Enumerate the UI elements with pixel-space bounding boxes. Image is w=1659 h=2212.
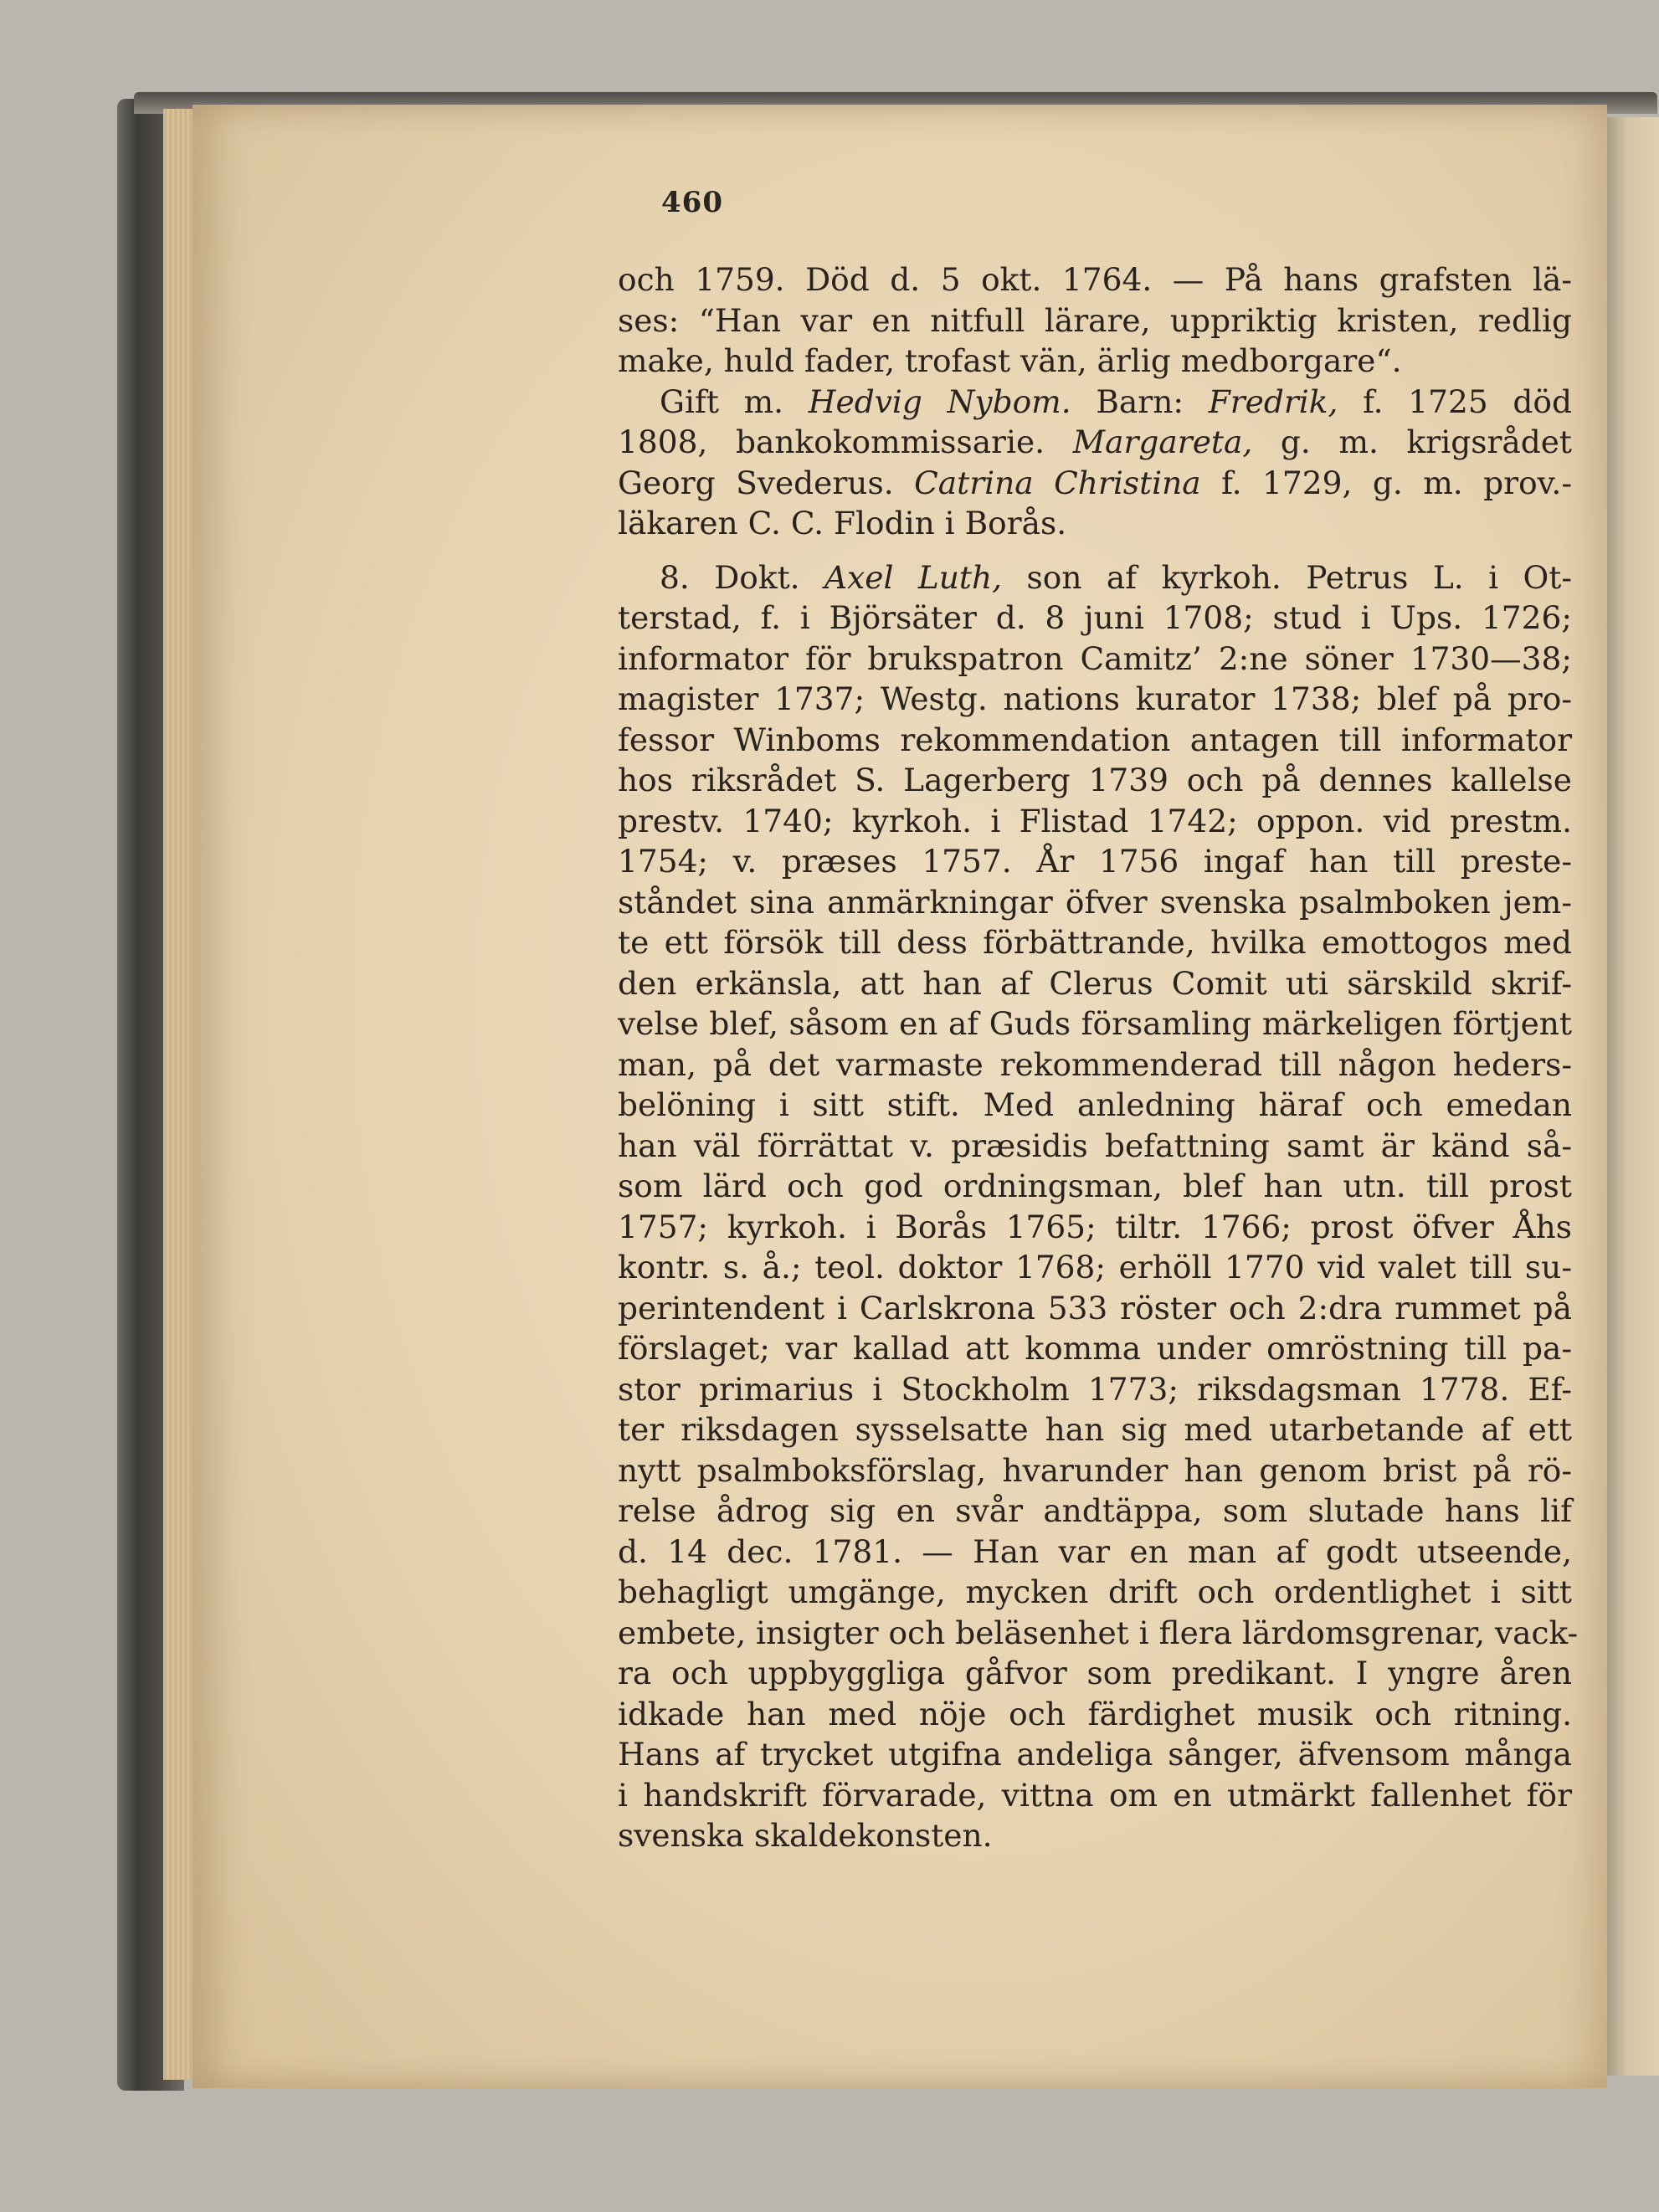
text-line xyxy=(618,598,1572,639)
text-line xyxy=(618,801,1572,842)
text-line xyxy=(618,1653,1572,1694)
text-line xyxy=(618,1044,1572,1085)
text-line xyxy=(618,1369,1572,1410)
text-run: Barn: xyxy=(1071,382,1209,420)
text-run: ses: “Han var en nitfull lärare, uppriktig kristen, redlig xyxy=(618,301,1572,339)
text-run: läkaren C. C. Flodin i Borås. xyxy=(618,505,1067,541)
text-line xyxy=(618,1775,1572,1816)
text-line xyxy=(618,760,1572,801)
text-run: man, på det varmaste rekommenderad till någon heders- xyxy=(618,1045,1572,1083)
text-run: f. 1725 död xyxy=(1338,382,1573,420)
text-run: som lärd och god ordningsman, blef han utn. till prost xyxy=(618,1168,1572,1204)
text-run: relse ådrog sig en svår andtäppa, som slutade hans lif xyxy=(618,1492,1572,1529)
text-line xyxy=(618,1166,1572,1207)
text-run: kontr. s. å.; teol. doktor 1768; erhöll 1770 vid valet till su- xyxy=(618,1249,1572,1286)
text-line xyxy=(618,341,1572,382)
text-run: te ett försök till dess förbättrande, hvilka emottogos med xyxy=(618,924,1572,961)
text-run: perintendent i Carlskrona 533 röster och 2:dra rummet på xyxy=(618,1289,1572,1327)
text-run: make, huld fader, trofast vän, ärlig medborgare“. xyxy=(618,342,1402,379)
text-run: han väl förrättat v. præsidis befattning samt är känd så- xyxy=(618,1127,1572,1164)
text-run: 1808, bankokommissarie. xyxy=(618,423,1073,460)
text-run: embete, insigter och beläsenhet i flera lärdomsgrenar, vack- xyxy=(618,1614,1579,1651)
text-line xyxy=(618,557,1572,598)
text-line xyxy=(618,1572,1572,1613)
text-line xyxy=(618,1085,1572,1126)
text-run: nytt psalmboksförslag, hvarunder han genom brist på rö- xyxy=(618,1451,1572,1489)
text-line xyxy=(618,1532,1572,1573)
italic-name: Hedvig Nybom. xyxy=(808,382,1071,420)
text-run: 8. Dokt. xyxy=(660,558,825,596)
text-line xyxy=(618,720,1572,761)
text-line xyxy=(618,463,1572,504)
text-line xyxy=(618,841,1572,882)
text-line xyxy=(618,1409,1572,1450)
text-run: idkade han med nöje och färdighet musik och ritning. xyxy=(618,1695,1572,1732)
text-run: 1757; kyrkoh. i Borås 1765; tiltr. 1766; prost öfver Åhs xyxy=(618,1208,1572,1245)
text-line xyxy=(618,1328,1572,1369)
page-number: 460 xyxy=(661,186,723,219)
text-run: förslaget; var kallad att komma under omröstning till pa- xyxy=(618,1330,1572,1367)
text-run: ter riksdagen sysselsatte han sig med utarbetande af ett xyxy=(618,1411,1572,1448)
italic-name: Fredrik, xyxy=(1208,382,1338,420)
text-run: informator för brukspatron Camitz’ 2:ne söner 1730—38; xyxy=(618,639,1572,677)
text-line xyxy=(618,259,1572,300)
text-line xyxy=(618,1003,1572,1044)
text-line xyxy=(618,503,1572,544)
text-run: g. m. krigsrådet xyxy=(1252,423,1572,460)
text-run: Georg Svederus. xyxy=(618,464,915,501)
text-run: svenska skaldekonsten. xyxy=(618,1817,993,1854)
text-line xyxy=(618,882,1572,923)
text-run: f. 1729, g. m. prov.- xyxy=(1200,464,1572,501)
text-run: belöning i sitt stift. Med anledning häraf och emedan xyxy=(618,1086,1572,1123)
italic-name: Catrina Christina xyxy=(914,464,1201,501)
text-run: d. 14 dec. 1781. — Han var en man af godt utseende, xyxy=(618,1532,1572,1570)
text-line xyxy=(618,1450,1572,1491)
text-line xyxy=(618,1613,1579,1654)
facing-page-edge xyxy=(1607,117,1659,2076)
text-run: behagligt umgänge, mycken drift och ordentlighet i sitt xyxy=(618,1573,1572,1610)
text-line xyxy=(618,1734,1572,1775)
text-line xyxy=(618,300,1572,341)
italic-name: Margareta, xyxy=(1072,423,1253,460)
text-run: magister 1737; Westg. nations kurator 1738; blef på pro- xyxy=(618,680,1572,717)
text-run: prestv. 1740; kyrkoh. i Flistad 1742; oppon. vid prestm. xyxy=(618,802,1572,839)
text-run: ståndet sina anmärkningar öfver svenska psalmboken jem- xyxy=(618,883,1572,921)
text-run: Gift m. xyxy=(660,382,809,420)
text-line xyxy=(618,382,1572,423)
text-run: den erkänsla, att han af Clerus Comit uti särskild skrif- xyxy=(618,964,1572,1002)
text-line xyxy=(618,639,1572,680)
text-run: 1754; v. præses 1757. År 1756 ingaf han till preste- xyxy=(618,843,1572,880)
text-run: ra och uppbyggliga gåfvor som predikant. I yngre åren xyxy=(618,1655,1572,1691)
text-run: hos riksrådet S. Lagerberg 1739 och på dennes kallelse xyxy=(618,762,1572,798)
text-run: velse blef, såsom en af Guds församling märkeligen förtjent xyxy=(618,1005,1572,1042)
text-run: son af kyrkoh. Petrus L. i Ot- xyxy=(1002,558,1572,596)
text-run: Hans af trycket utgifna andeliga sånger, äfvensom många xyxy=(618,1736,1572,1773)
text-line xyxy=(618,1126,1572,1167)
text-line xyxy=(618,1694,1572,1735)
text-run: fessor Winboms rekommendation antagen till informator xyxy=(618,721,1572,758)
text-run: terstad, f. i Björsäter d. 8 juni 1708; stud i Ups. 1726; xyxy=(618,599,1572,636)
body-text xyxy=(618,259,1579,1856)
text-line xyxy=(618,922,1572,963)
text-line xyxy=(618,1815,1572,1856)
text-line xyxy=(618,422,1572,463)
text-line xyxy=(618,1207,1572,1248)
text-run: och 1759. Död d. 5 okt. 1764. — På hans grafsten lä- xyxy=(618,261,1572,298)
text-line xyxy=(618,1491,1572,1532)
italic-name: Axel Luth, xyxy=(824,558,1003,596)
text-run: stor primarius i Stockholm 1773; riksdagsman 1778. Ef- xyxy=(618,1370,1572,1408)
text-line xyxy=(618,963,1572,1004)
text-run: i handskrift förvarade, vittna om en utmärkt fallenhet för xyxy=(618,1776,1572,1814)
text-line xyxy=(618,1247,1572,1288)
text-line xyxy=(618,679,1572,720)
text-line xyxy=(618,1288,1572,1329)
